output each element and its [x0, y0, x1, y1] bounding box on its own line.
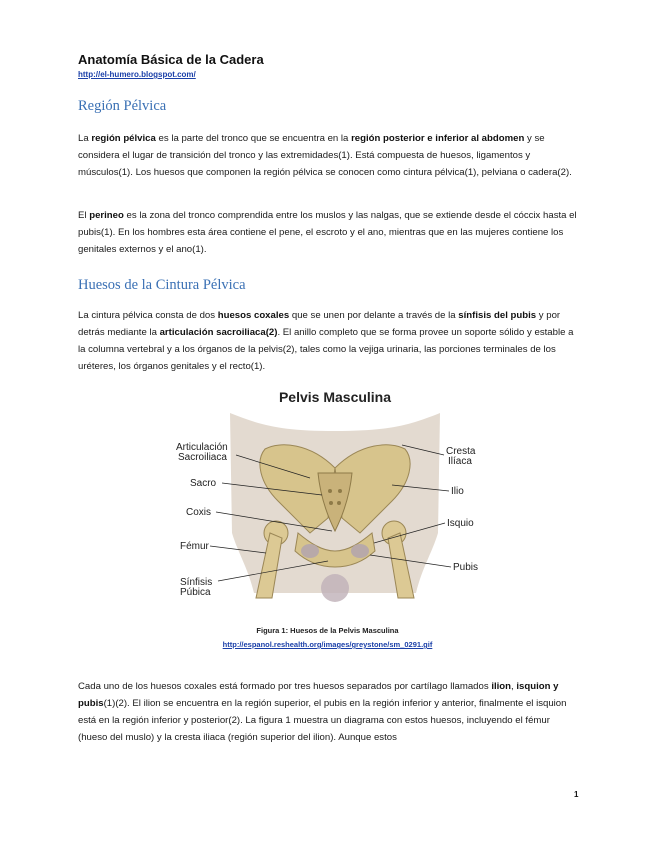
text-run: , [511, 681, 517, 692]
paragraph-perineo [78, 207, 578, 258]
text-run: El [78, 210, 90, 221]
label-sinfisis-line2: Púbica [180, 587, 211, 598]
paragraph-region-pelvica [78, 130, 578, 181]
bold-term: isquion y pubis [78, 681, 559, 709]
label-pubis: Pubis [453, 562, 479, 573]
paragraph-cintura-pelvica [78, 307, 578, 375]
text-run: (1)(2). El ilion se encuentra en la región superior, el pubis en la región inferior y anterior, finalmente el isquion está en la región inferior y posterior(2). La figura 1 muestra un diagrama con estos huesos, incluyendo el fémur (hueso del muslo) y la cresta iliaca (región superior del ilion). Aunque estos [78, 698, 567, 743]
text-run: es la zona del tronco comprendida entre los muslos y las nalgas, que se extiende desde el cóccix hasta el pubis(1). En los hombres esta área contiene el pene, el escroto y el ano, mientras que en las mujeres contiene los genitales externos y el ano(1). [78, 210, 577, 255]
text-run: que se unen por delante a través de la [289, 310, 459, 321]
figure-title: Pelvis Masculina [278, 389, 392, 405]
page-number: 1 [574, 790, 579, 799]
label-femur: Fémur [180, 541, 209, 552]
figure-source-link[interactable]: http://espanol.reshealth.org/images/greystone/sm_0291.gif [222, 640, 433, 649]
text-run: . El anillo completo que se forma provee un soporte sólido y estable a la columna vertebral y a los órganos de la pelvis(2), tales como la vejiga urinaria, las porciones terminales de los uréteres, los órganos genitales y el recto(1). [78, 327, 574, 372]
bold-term: perineo [89, 210, 124, 221]
bold-term: sínfisis del pubis [458, 310, 537, 321]
label-sacro: Sacro [190, 478, 217, 489]
document-title: Anatomía Básica de la Cadera [78, 52, 264, 67]
section-heading-huesos: Huesos de la Cintura Pélvica [78, 277, 246, 293]
text-run: y se considera el lugar de transición del tronco y las extremidades(1). Está compuesta de huesos, ligamentos y músculos(1). Los huesos que componen la región pélvica se conocen como cintura pélvica(1), pelviana o cadera(2). [78, 133, 572, 178]
text-run: La cintura pélvica consta de dos [78, 310, 218, 321]
label-cresta-line1: Cresta [446, 446, 476, 457]
label-sinfisis-line1: Sínfisis [180, 577, 213, 588]
bold-term: región pélvica [91, 133, 156, 144]
paragraph-huesos-coxales [78, 678, 578, 746]
pelvis-diagram [170, 383, 500, 608]
bold-term: región posterior e inferior al abdomen [351, 133, 525, 144]
label-articulacion-line2: Sacroiliaca [178, 452, 227, 463]
label-articulacion-line1: Articulación [176, 442, 228, 453]
figure-caption: Figura 1: Huesos de la Pelvis Masculina [256, 626, 399, 635]
text-run: La [78, 133, 92, 144]
section-heading-region-pelvica: Región Pélvica [78, 98, 167, 114]
text-run: Cada uno de los huesos coxales está formado por tres huesos separados por cartílago llamados [78, 681, 492, 692]
label-coxis: Coxis [186, 507, 212, 518]
blog-link[interactable]: http://el-humero.blogspot.com/ [78, 70, 196, 79]
label-isquio: Isquio [447, 518, 474, 529]
bold-term: articulación sacroiliaca(2) [159, 327, 278, 338]
label-cresta-line2: Ilíaca [448, 456, 472, 467]
text-run: y por detrás mediante la [78, 310, 561, 338]
bold-term: huesos coxales [217, 310, 290, 321]
bold-term: ilion [491, 681, 512, 692]
text-run: es la parte del tronco que se encuentra en la [155, 133, 352, 144]
label-ilio: Ilio [451, 486, 464, 497]
